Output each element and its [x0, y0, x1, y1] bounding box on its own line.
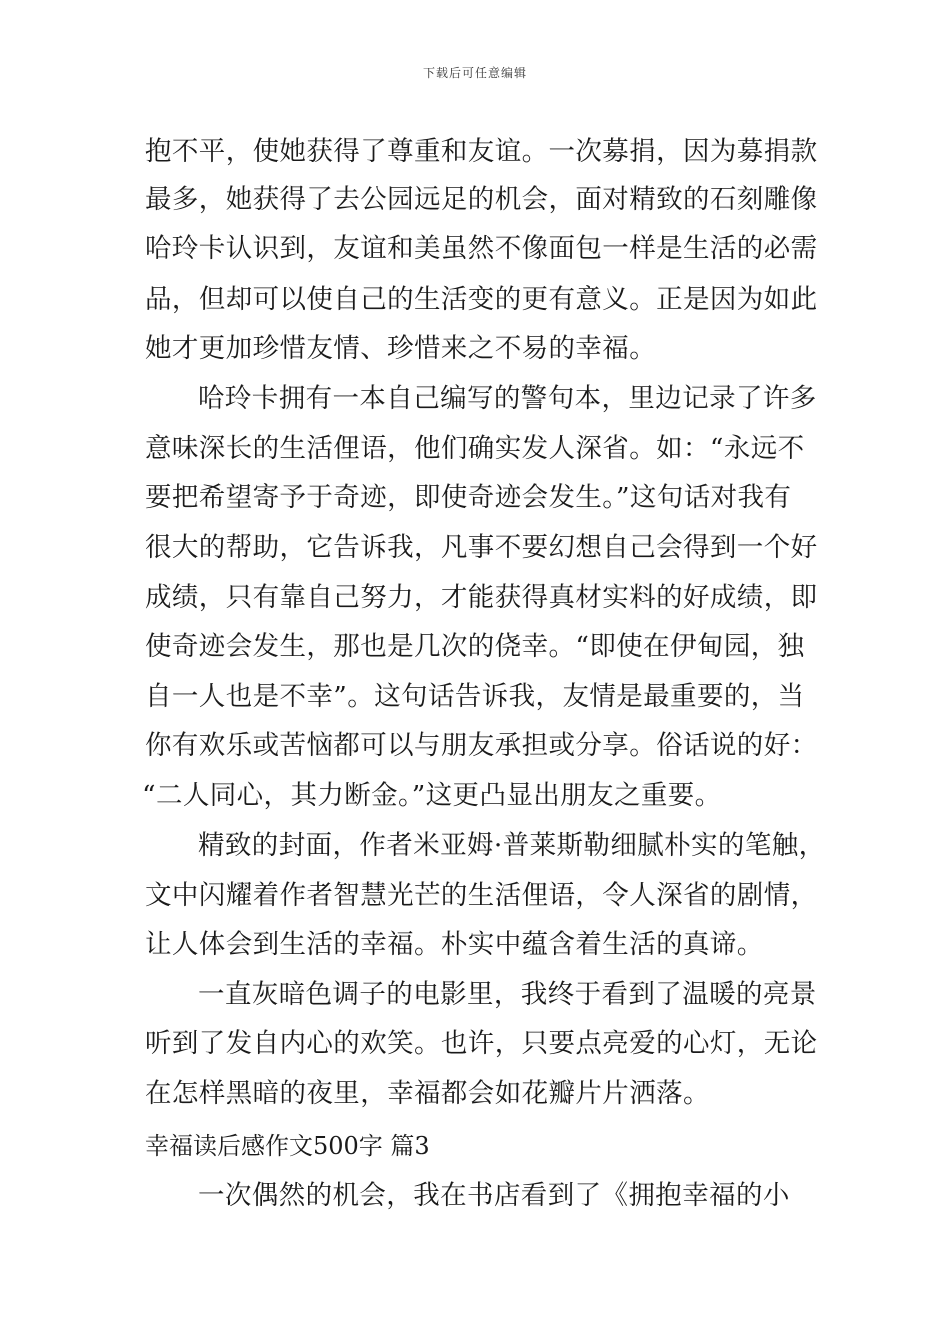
text-line: 在怎样黑暗的夜里，幸福都会如花瓣片片洒落。 [145, 1078, 710, 1109]
section-heading: 幸福读后感作文500字 篇3 [145, 1132, 430, 1160]
text-line: 自一人也是不幸”。这句话告诉我，友情是最重要的，当 [145, 681, 805, 712]
text-line: 让人体会到生活的幸福。朴实中蕴含着生活的真谛。 [145, 929, 764, 960]
text-line: “二人同心，其力断金。”这更凸显出朋友之重要。 [142, 780, 722, 811]
text-line: 使奇迹会发生，那也是几次的侥幸。“即使在伊甸园，独 [145, 631, 805, 662]
text-line: 很大的帮助，它告诉我，凡事不要幻想自己会得到一个好 [145, 532, 818, 563]
text-line: 听到了发自内心的欢笑。也许，只要点亮爱的心灯，无论 [145, 1028, 818, 1059]
text-line: 你有欢乐或苦恼都可以与朋友承担或分享。俗话说的好： [145, 730, 818, 761]
text-line: 哈玲卡认识到，友谊和美虽然不像面包一样是生活的必需 [145, 233, 818, 264]
paragraph-first-line: 哈玲卡拥有一本自己编写的警句本，里边记录了许多 [198, 383, 817, 414]
paragraph-first-line: 一直灰暗色调子的电影里，我终于看到了温暖的亮景 [198, 979, 817, 1010]
text-line: 她才更加珍惜友情、珍惜来之不易的幸福。 [145, 333, 657, 364]
text-line: 成绩，只有靠自己努力，才能获得真材实料的好成绩，即 [145, 582, 818, 613]
text-line: 要把希望寄予于奇迹，即使奇迹会发生。”这句话对我有 [145, 482, 792, 513]
page-header: 下载后可任意编辑 [422, 66, 527, 80]
paragraph-first-line: 精致的封面，作者米亚姆·普莱斯勒细腻朴实的笔触， [198, 830, 826, 861]
text-line: 最多，她获得了去公园远足的机会，面对精致的石刻雕像 [145, 184, 818, 215]
text-line: 品，但却可以使自己的生活变的更有意义。正是因为如此 [145, 284, 818, 315]
text-line: 文中闪耀着作者智慧光芒的生活俚语，令人深省的剧情， [145, 880, 818, 911]
paragraph-first-line: 一次偶然的机会，我在书店看到了《拥抱幸福的小 [198, 1180, 790, 1211]
text-line: 意味深长的生活俚语，他们确实发人深省。如：“永远不 [145, 433, 805, 464]
text-line: 抱不平，使她获得了尊重和友谊。一次募捐，因为募捐款 [145, 136, 818, 167]
